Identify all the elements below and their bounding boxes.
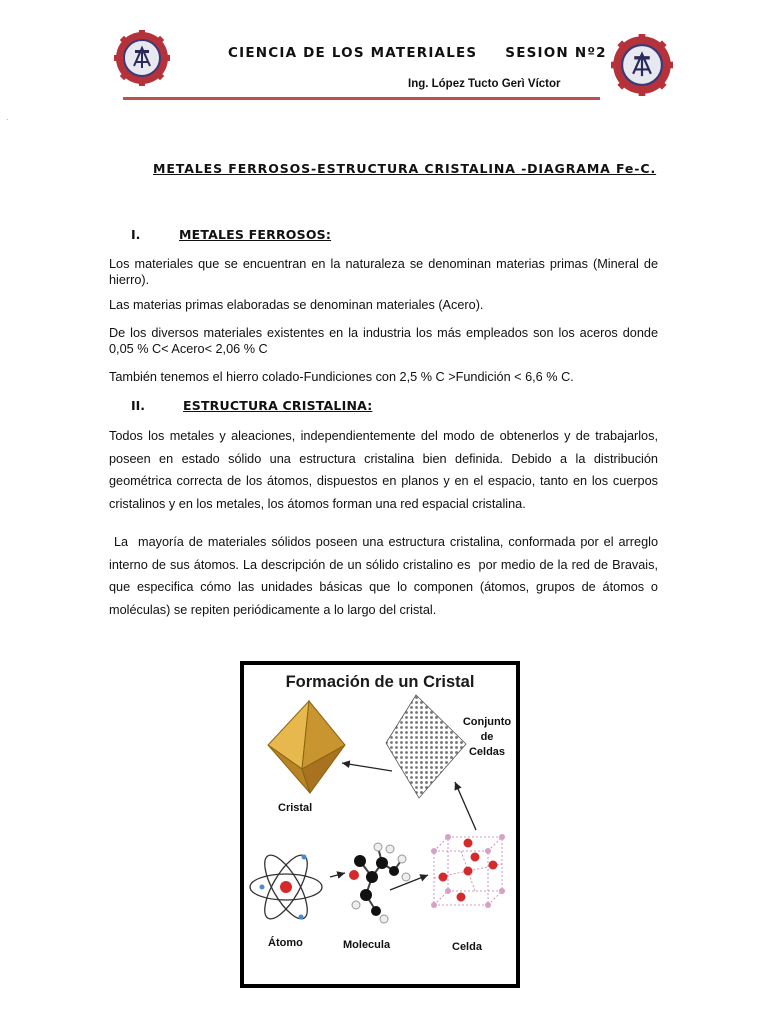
- course-name: CIENCIA DE LOS MATERIALES: [228, 45, 478, 61]
- section-1-number: I.: [131, 227, 141, 242]
- label-conjunto-de-celdas: Conjunto de Celdas: [462, 716, 512, 758]
- session-number: SESION Nº2: [505, 45, 607, 61]
- label-cristal: Cristal: [278, 802, 313, 814]
- section-2-paragraph: La mayoría de materiales sólidos poseen una estructura cristalina, conformada por el arreglo interno de sus átomos. La descripción de un sólido cristalino es por medio de la red de Bravais, que especifica cómo las unidades básicas que lo componen (átomos, grupos de átomos o moléculas) se repiten periódicamente a lo largo del cristal.: [109, 535, 662, 617]
- label-atomo: Átomo: [268, 937, 303, 949]
- section-2-number: II.: [131, 398, 146, 413]
- octahedron-crystal-icon: [268, 701, 345, 793]
- university-logo-left: [114, 30, 170, 86]
- university-logo-right: [611, 34, 673, 96]
- section-1-paragraph: De los diversos materiales existentes en la industria los más empleados son los aceros donde 0,05 % C< Acero< 2,06 % C: [109, 326, 658, 356]
- author-name: Ing. López Tucto Gerì Víctor: [408, 78, 561, 90]
- header-title: [228, 45, 607, 61]
- molecule-icon: [349, 843, 410, 923]
- atom-icon: [250, 849, 322, 924]
- document-title: METALES FERROSOS-ESTRUCTURA CRISTALINA -DIAGRAMA Fe-C.: [153, 161, 657, 176]
- arrow-icon: [342, 763, 392, 771]
- stray-mark: ·: [6, 115, 9, 124]
- crystal-formation-figure: [240, 661, 520, 988]
- arrow-icon: [330, 873, 345, 877]
- section-1-paragraph: Los materiales que se encuentran en la naturaleza se denominan materias primas (Mineral de hierro).: [109, 257, 658, 287]
- header-divider: [123, 97, 600, 100]
- cell-set-lattice-icon: [386, 695, 466, 798]
- label-molecula: Molecula: [343, 939, 391, 951]
- section-1-paragraph: También tenemos el hierro colado-Fundiciones con 2,5 % C >Fundición < 6,6 % C.: [109, 370, 574, 384]
- label-celda: Celda: [452, 941, 482, 953]
- section-2-paragraph: Todos los metales y aleaciones, independientemente del modo de obtenerlos y de trabajarlos, poseen en estado sólido una estructura cristalina bien definida. Debido a la distribución geométrica correcta de los átomos, dispuestos en planos y en el espacio, tanto en los cuerpos cristalinos y en los metales, los átomos forman una red espacial cristalina.: [109, 429, 658, 511]
- section-1-title: METALES FERROSOS:: [179, 227, 332, 242]
- gear-logo-icon: [611, 34, 673, 96]
- section-2-title: ESTRUCTURA CRISTALINA:: [183, 398, 373, 413]
- arrow-icon: [455, 782, 476, 830]
- section-1-paragraph: Las materias primas elaboradas se denominan materiales (Acero).: [109, 298, 484, 312]
- gear-logo-icon: [114, 30, 170, 86]
- figure-title: Formación de un Cristal: [285, 673, 475, 691]
